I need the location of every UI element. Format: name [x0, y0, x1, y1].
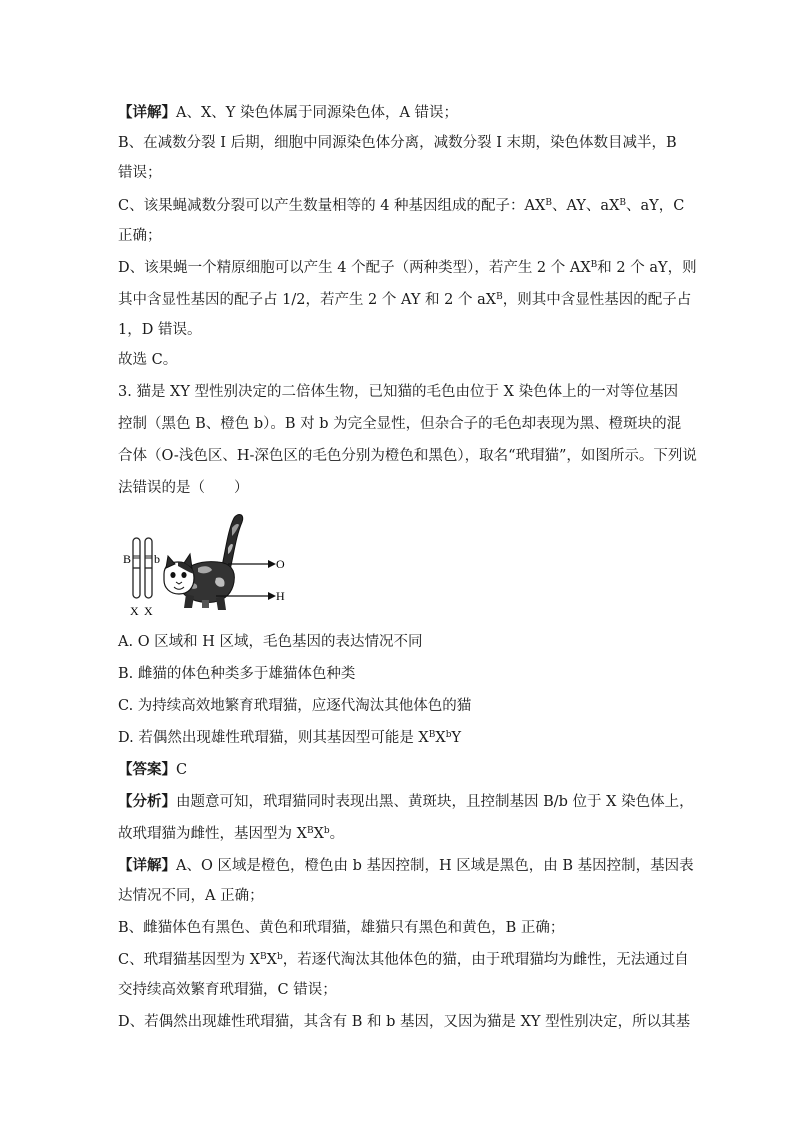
detail-tag: 【详解】	[118, 104, 176, 121]
chromosome-label-x1: X	[130, 604, 139, 618]
text-seg: D. 若偶然出现雄性玳瑁猫，则其基因型可能是 X	[118, 730, 429, 746]
superscript: B	[619, 198, 627, 208]
superscript: b	[323, 826, 330, 836]
text-seg: 、AY、aX	[551, 198, 620, 214]
text-seg: 。	[329, 826, 345, 842]
question-line-1: 3. 猫是 XY 型性别决定的二倍体生物，已知猫的毛色由位于 X 染色体上的一对等位基因	[118, 384, 679, 400]
option-d	[118, 728, 461, 748]
chromosome-pair	[133, 538, 152, 598]
gene-label-B: B	[123, 552, 132, 566]
detail-text: A、X、Y 染色体属于同源染色体，A 错误；	[176, 105, 459, 121]
text-seg: 、aY，C	[626, 198, 685, 214]
detail-line-4	[118, 196, 684, 216]
option-c: C. 为持续高效地繁育玳瑁猫，应逐代淘汰其他体色的猫	[118, 698, 472, 714]
detail-line-8: 1，D 错误。	[118, 322, 202, 338]
conclusion-line: 故选 C。	[118, 352, 178, 368]
detail2-line-4	[118, 950, 689, 970]
text-seg: 故玳瑁猫为雌性，基因型为 X	[118, 826, 307, 842]
text-seg: C、玳瑁猫基因型为 X	[118, 952, 261, 968]
text-seg: ，则其中含显性基因的配子占	[502, 292, 692, 308]
text-seg: X	[313, 826, 324, 842]
superscript: B	[496, 292, 503, 302]
option-a: A. O 区域和 H 区域，毛色基因的表达情况不同	[118, 634, 423, 650]
superscript: B	[545, 198, 552, 208]
analysis-line-2	[118, 824, 344, 844]
detail2-line-6: D、若偶然出现雄性玳瑁猫，其含有 B 和 b 基因，又因为猫是 XY 型性别决定，所以其基	[118, 1014, 691, 1030]
detail-line-6	[118, 258, 697, 278]
figure-svg	[118, 508, 288, 618]
detail-tag: 【详解】	[118, 857, 176, 874]
region-label-O: O	[276, 557, 285, 571]
detail-line-7	[118, 290, 691, 310]
answer-line	[118, 760, 187, 780]
text-seg: 和 2 个 aY，则	[597, 260, 697, 276]
detail-line-3: 错误；	[118, 165, 162, 181]
text-seg: C、该果蝇减数分裂可以产生数量相等的 4 种基因组成的配子：AX	[118, 198, 546, 214]
superscript: B	[306, 826, 314, 836]
question-line-2: 控制（黑色 B、橙色 b）。B 对 b 为完全显性，但杂合子的毛色却表现为黑、橙斑块的混	[118, 416, 682, 432]
question-line-3: 合体（O-浅色区、H-深色区的毛色分别为橙色和黑色），取名“玳瑁猫”，如图所示。下列说	[118, 448, 697, 464]
detail-line-1	[118, 103, 458, 123]
text-seg: A、O 区域是橙色，橙色由 b 基因控制，H 区域是黑色，由 B 基因控制，基因表	[176, 858, 694, 874]
question-line-4: 法错误的是（ ）	[118, 480, 249, 496]
detail2-line-3: B、雌猫体色有黑色、黄色和玳瑁猫，雄猫只有黑色和黄色，B 正确；	[118, 920, 565, 936]
detail-line-5: 正确；	[118, 228, 162, 244]
superscript: B	[428, 730, 436, 740]
detail-line-2: B、在减数分裂 I 后期，细胞中同源染色体分离，减数分裂 I 末期，染色体数目减半，B	[118, 135, 677, 151]
calico-cat-figure	[118, 508, 288, 618]
superscript: b	[276, 952, 283, 962]
detail2-line-1	[118, 856, 694, 876]
detail2-line-5: 交持续高效繁育玳瑁猫，C 错误；	[118, 982, 337, 998]
superscript: B	[260, 952, 267, 962]
gene-label-b: b	[154, 552, 160, 566]
detail2-line-2: 达情况不同，A 正确；	[118, 888, 264, 904]
superscript: b	[445, 730, 452, 740]
superscript: B	[590, 260, 598, 270]
answer-tag: 【答案】	[118, 761, 176, 778]
region-label-H: H	[276, 589, 285, 603]
chromosome-label-x2: X	[144, 604, 153, 618]
text-seg: ，若逐代淘汰其他体色的猫，由于玳瑁猫均为雌性，无法通过自	[282, 952, 689, 968]
answer-value: C	[176, 762, 188, 778]
analysis-tag: 【分析】	[118, 793, 176, 810]
text-seg: Y	[451, 730, 462, 746]
analysis-line-1	[118, 792, 694, 812]
text-seg: 其中含显性基因的配子占 1/2，若产生 2 个 AY 和 2 个 aX	[118, 292, 497, 308]
text-seg: D、该果蝇一个精原细胞可以产生 4 个配子（两种类型），若产生 2 个 AX	[118, 260, 591, 276]
text-seg: X	[266, 952, 277, 968]
text-seg: X	[435, 730, 446, 746]
text-seg: 由题意可知，玳瑁猫同时表现出黑、黄斑块，且控制基因 B/b 位于 X 染色体上，	[176, 794, 694, 810]
option-b: B. 雌猫的体色种类多于雄猫体色种类	[118, 666, 356, 682]
